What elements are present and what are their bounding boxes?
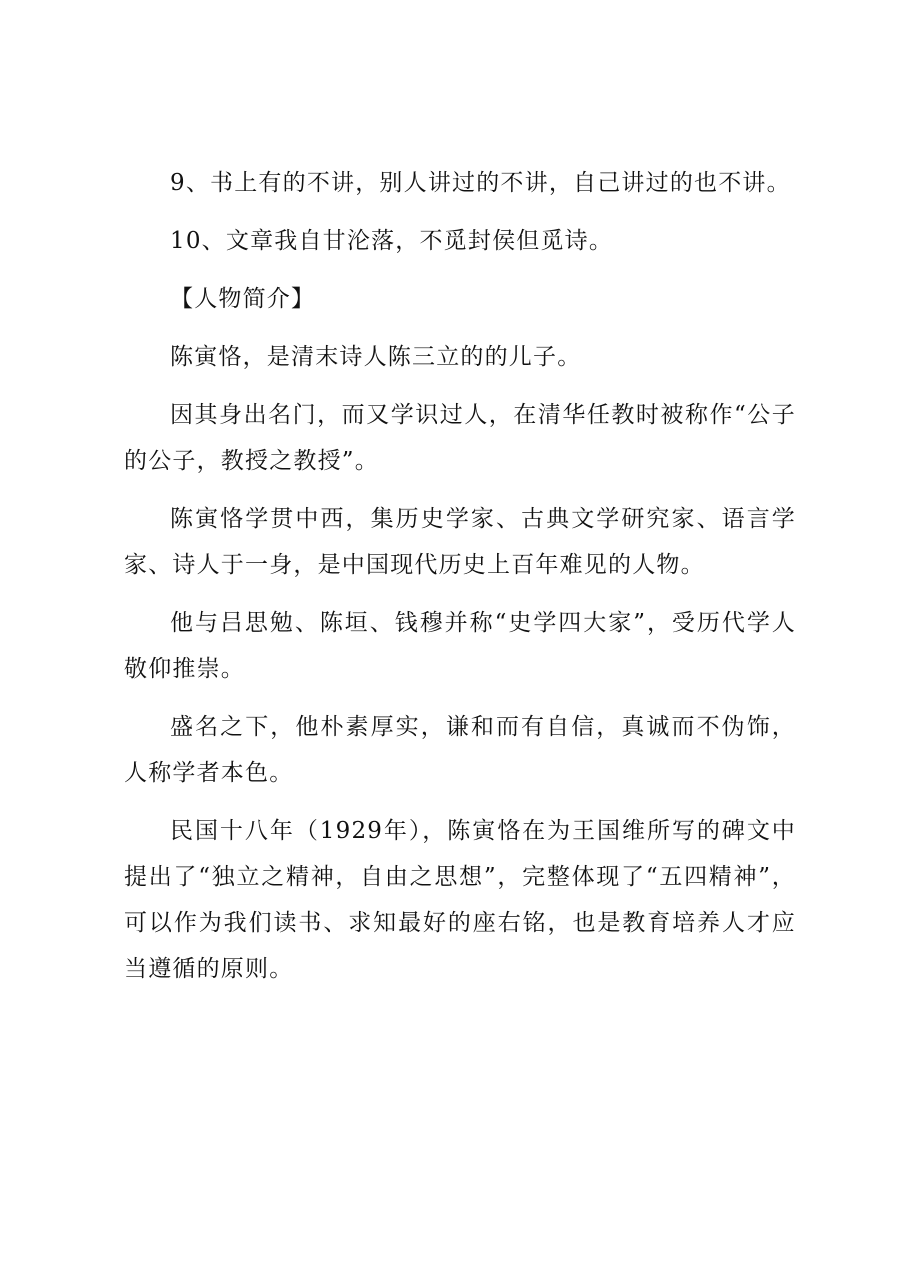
quote-10: 10、文章我自甘沦落，不觅封侯但觅诗。 xyxy=(170,228,614,254)
bio-paragraph-5: 盛名之下，他朴素厚实，谦和而有自信，真诚而不伪饰，人称学者本色。 xyxy=(124,714,796,786)
bio-paragraph-6: 民国十八年（1929年），陈寅恪在为王国维所写的碑文中提出了“独立之精神，自由之思想”，完整体现了“五四精神”，可以作为我们读书、求知最好的座右铭，也是教育培养人才应当遵循的原则。 xyxy=(124,818,796,982)
quote-9: 9、书上有的不讲，别人讲过的不讲，自己讲过的也不讲。 xyxy=(170,170,791,196)
bio-paragraph-4: 他与吕思勉、陈垣、钱穆并称“史学四大家”，受历代学人敬仰推崇。 xyxy=(124,610,796,682)
bio-paragraph-3: 陈寅恪学贯中西，集历史学家、古典文学研究家、语言学家、诗人于一身，是中国现代历史上百年难见的人物。 xyxy=(124,506,796,578)
bio-paragraph-2: 因其身出名门，而又学识过人，在清华任教时被称作“公子的公子，教授之教授”。 xyxy=(124,402,796,474)
document-body xyxy=(124,160,796,1004)
section-title: 【人物简介】 xyxy=(170,286,316,312)
bio-paragraph-1: 陈寅恪，是清末诗人陈三立的的儿子。 xyxy=(170,344,582,370)
